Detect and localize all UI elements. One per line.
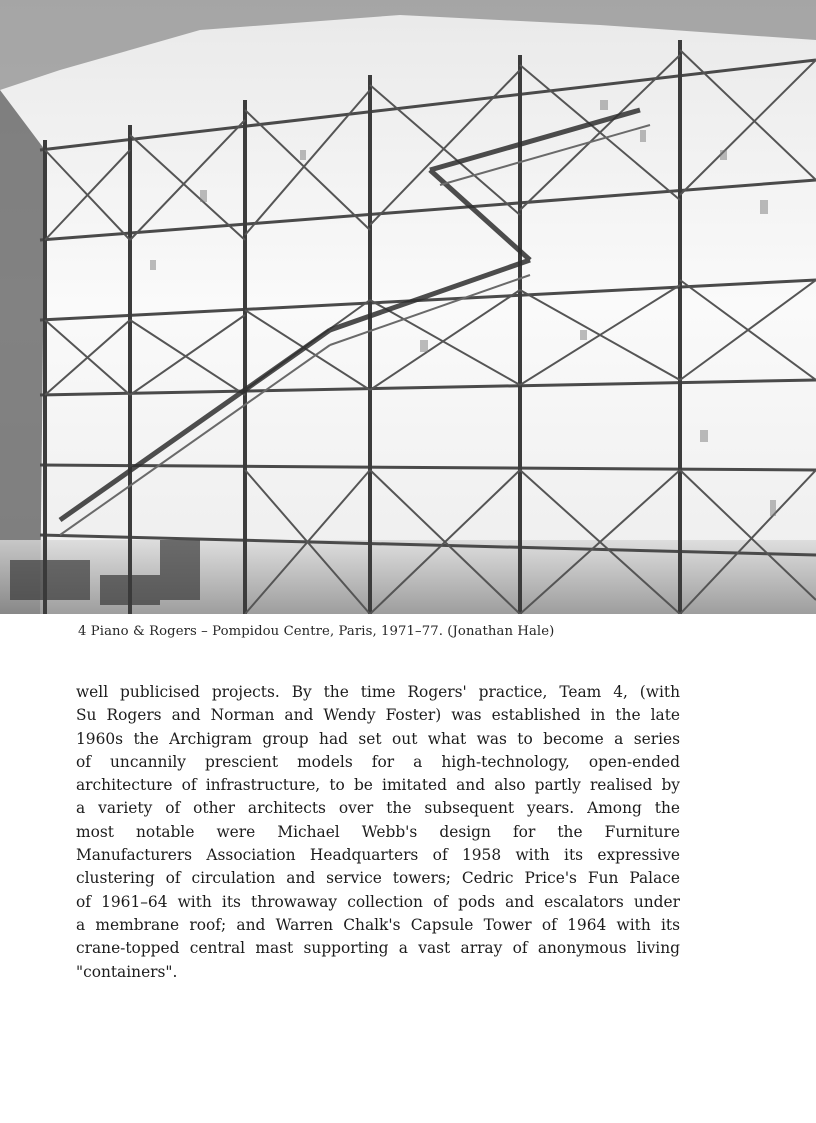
- figure-caption: 4 Piano & Rogers – Pompidou Centre, Paris, 1971–77. (Jonathan Hale): [78, 624, 555, 639]
- body-line: Su Rogers and Norman and Wendy Foster) was established in the late: [76, 706, 680, 725]
- body-line: Manufacturers Association Headquarters of 1958 with its expressive: [76, 846, 680, 865]
- body-line: 1960s the Archigram group had set out what was to become a series: [76, 729, 680, 748]
- body-line: a membrane roof; and Warren Chalk's Capsule Tower of 1964 with its: [76, 915, 680, 934]
- body-line: most notable were Michael Webb's design for the Furniture: [76, 822, 680, 841]
- body-line: crane-topped central mast supporting a vast array of anonymous living: [76, 939, 680, 958]
- body-line: a variety of other architects over the subsequent years. Among the: [76, 799, 680, 818]
- body-line: of uncannily prescient models for a high-technology, open-ended: [76, 752, 680, 771]
- body-line: "containers".: [76, 962, 178, 981]
- body-line: clustering of circulation and service towers; Cedric Price's Fun Palace: [76, 869, 680, 888]
- body-line: well publicised projects. By the time Rogers' practice, Team 4, (with: [76, 683, 680, 701]
- body-line: architecture of infrastructure, to be imitated and also partly realised by: [76, 776, 680, 795]
- body-line: of 1961–64 with its throwaway collection of pods and escalators under: [76, 892, 680, 911]
- body-paragraph: [76, 681, 680, 984]
